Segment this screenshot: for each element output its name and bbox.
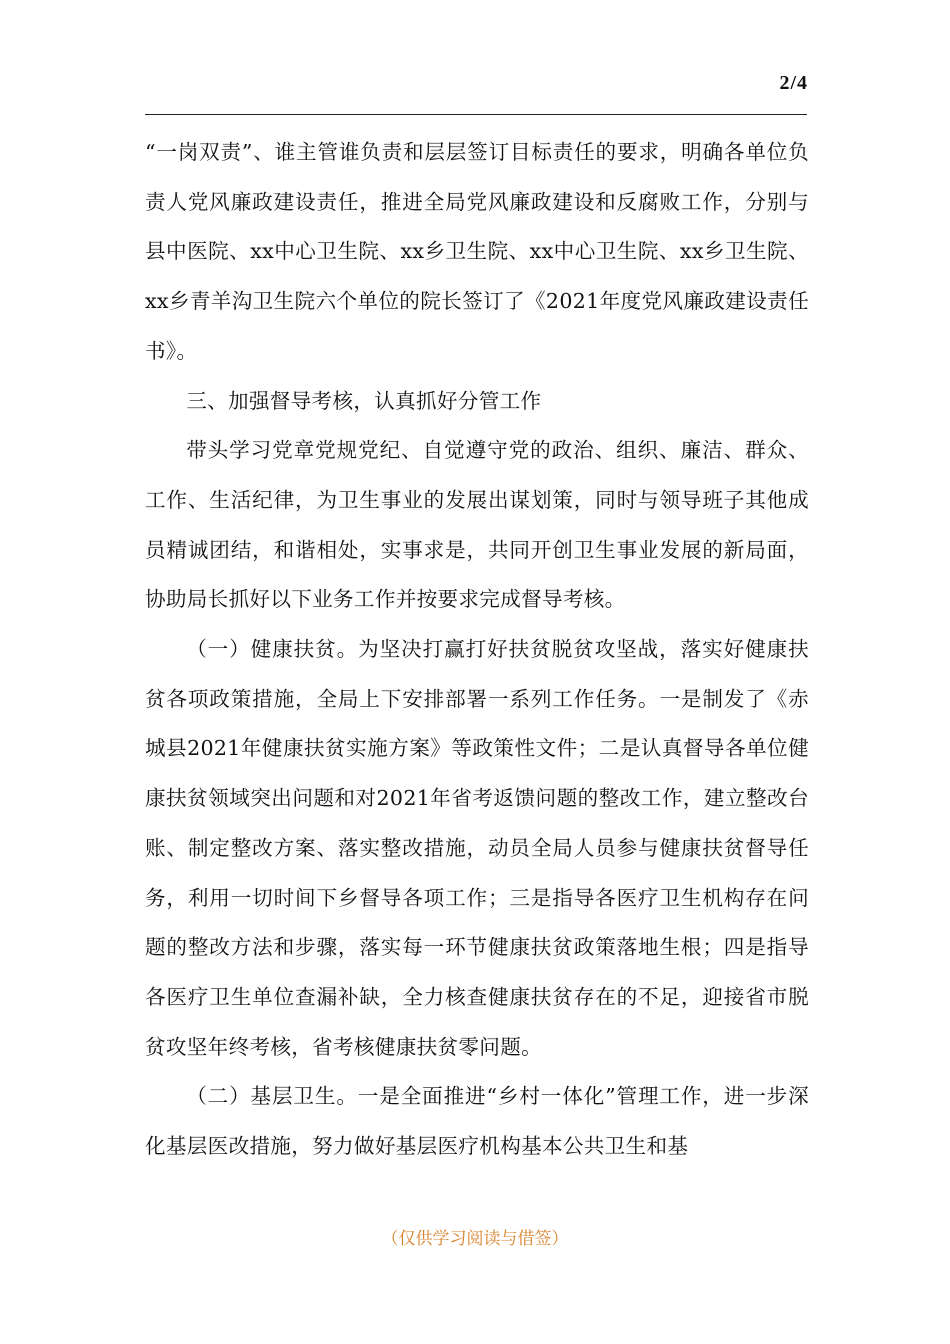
header-rule: [145, 114, 807, 115]
paragraph-grassroots-health: （二）基层卫生。一是全面推进“乡村一体化”管理工作，进一步深化基层医改措施，努力做好基层医疗机构基本公共卫生和基: [145, 1084, 809, 1159]
document-body: [145, 128, 809, 1172]
paragraph-lead-study: 带头学习党章党规党纪、自觉遵守党的政治、组织、廉洁、群众、工作、生活纪律，为卫生事业的发展出谋划策，同时与领导班子其他成员精诚团结，和谐相处，实事求是，共同开创卫生事业发展的新局面，协助局长抓好以下业务工作并按要求完成督导考核。: [145, 438, 809, 612]
paragraph-health-poverty: （一）健康扶贫。为坚决打赢打好扶贫脱贫攻坚战，落实好健康扶贫各项政策措施，全局上下安排部署一系列工作任务。一是制发了《赤城县2021年健康扶贫实施方案》等政策性文件；二是认真督导各单位健康扶贫领域突出问题和对2021年省考返馈问题的整改工作，建立整改台账、制定整改方案、落实整改措施，动员全局人员参与健康扶贫督导任务，利用一切时间下乡督导各项工作；三是指导各医疗卫生机构存在问题的整改方法和步骤，落实每一环节健康扶贫政策落地生根；四是指导各医疗卫生单位查漏补缺，全力核查健康扶贫存在的不足，迎接省市脱贫攻坚年终考核，省考核健康扶贫零问题。: [145, 637, 809, 1059]
paragraph-responsibility: “一岗双责”、谁主管谁负责和层层签订目标责任的要求，明确各单位负责人党风廉政建设责任，推进全局党风廉政建设和反腐败工作，分别与县中医院、xx中心卫生院、xx乡卫生院、xx中心卫生院、xx乡卫生院、xx乡青羊沟卫生院六个单位的院长签订了《2021年度党风廉政建设责任书》。: [145, 140, 809, 363]
section-heading-three: 三、加强督导考核，认真抓好分管工作: [186, 388, 542, 413]
page-number: 2/4: [779, 72, 808, 94]
footer-note: （仅供学习阅读与借签）: [381, 1229, 569, 1249]
